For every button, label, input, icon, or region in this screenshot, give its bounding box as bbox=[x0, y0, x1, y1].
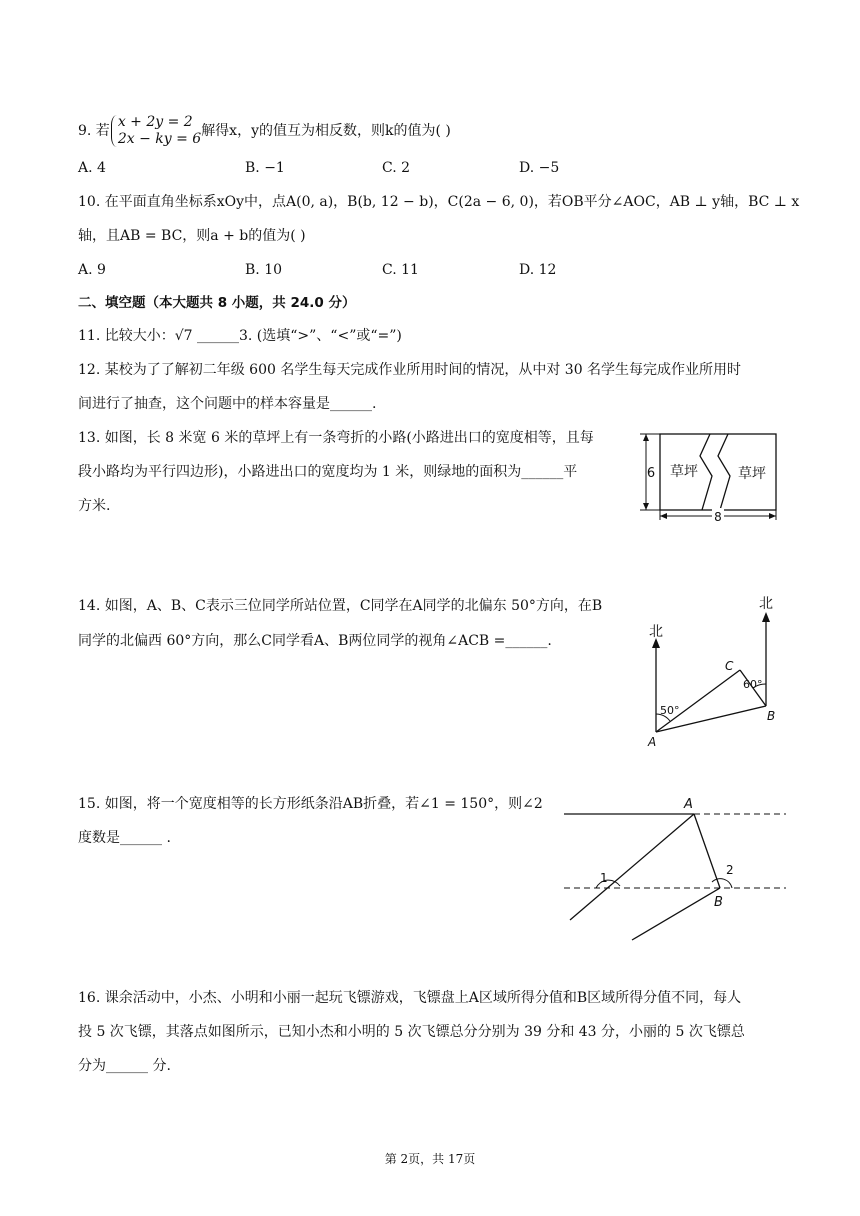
q9-equation-system bbox=[110, 114, 201, 148]
q9-option-c: C. 2 bbox=[382, 160, 411, 176]
q15-line1: 15. 如图，将一个宽度相等的长方形纸条沿AB折叠，若∠1 = 150°，则∠2 bbox=[78, 796, 543, 812]
q9-suffix: 解得x，y的值互为相反数，则k的值为( ) bbox=[201, 123, 451, 139]
q13-lawn-right-label: 草坪 bbox=[738, 466, 766, 482]
q14-point-c-label: C bbox=[725, 659, 734, 673]
q13-line1: 13. 如图，长 8 米宽 6 米的草坪上有一条弯折的小路(小路进出口的宽度相等，且每 bbox=[78, 430, 594, 446]
section-title: 二、填空题（本大题共 8 小题，共 24.0 分） bbox=[78, 295, 356, 311]
q10-option-b: B. 10 bbox=[245, 262, 283, 278]
q16-line3: 分为______ 分. bbox=[78, 1058, 171, 1074]
page-footer: 第 2页，共 17页 bbox=[384, 1152, 476, 1166]
q14-angle-a-label: 50° bbox=[660, 704, 680, 717]
q10-line1: 10. 在平面直角坐标系xOy中，点A(0, a)，B(b, 12 − b)，C(2a − 6, 0)，若OB平分∠AOC，AB ⊥ y轴，BC ⊥ x bbox=[78, 194, 800, 210]
q15-angle1-label: 1 bbox=[600, 871, 608, 885]
q10-option-d: D. 12 bbox=[519, 262, 557, 278]
q13-lawn-left-label: 草坪 bbox=[670, 464, 698, 480]
q14-north-right-label: 北 bbox=[759, 596, 773, 612]
q9-option-a: A. 4 bbox=[78, 160, 106, 176]
q15-fold-figure bbox=[560, 790, 800, 950]
q9-option-d: D. −5 bbox=[519, 160, 560, 176]
q14-north-left-label: 北 bbox=[649, 624, 663, 640]
q14-point-a-label: A bbox=[648, 735, 657, 749]
q13-width-label: 8 bbox=[714, 510, 722, 524]
q9-line bbox=[78, 114, 451, 148]
q15-point-a-label: A bbox=[684, 797, 693, 812]
q11-line: 11. 比较大小：√7 ______3. (选填“>”、“<”或“=”) bbox=[78, 328, 402, 344]
q15-line2: 度数是______ . bbox=[78, 830, 171, 846]
q16-line1: 16. 课余活动中，小杰、小明和小丽一起玩飞镖游戏，飞镖盘上A区域所得分值和B区域所得分值不同，每人 bbox=[78, 990, 742, 1006]
q16-line2: 投 5 次飞镖，其落点如图所示，已知小杰和小明的 5 次飞镖总分分别为 39 分和 43 分，小丽的 5 次飞镖总 bbox=[78, 1024, 745, 1040]
q10-line2: 轴，且AB = BC，则a + b的值为( ) bbox=[78, 228, 306, 244]
q9-prefix: 9. 若 bbox=[78, 123, 110, 139]
q15-angle2-label: 2 bbox=[726, 863, 734, 877]
q10-option-a: A. 9 bbox=[78, 262, 106, 278]
q14-angle-c-label: 60° bbox=[743, 678, 763, 691]
q14-point-b-label: B bbox=[767, 709, 776, 723]
q10-option-c: C. 11 bbox=[382, 262, 419, 278]
q12-line1: 12. 某校为了了解初二年级 600 名学生每天完成作业所用时间的情况，从中对 30 名学生每完成作业所用时 bbox=[78, 362, 742, 378]
q9-eq2: 2x − ky = 6 bbox=[117, 131, 202, 147]
q9-eq1: x + 2y = 2 bbox=[117, 114, 193, 130]
q14-line1: 14. 如图，A、B、C表示三位同学所站位置，C同学在A同学的北偏东 50°方向，在B bbox=[78, 598, 603, 614]
q13-line3: 方米. bbox=[78, 498, 111, 514]
q9-option-b: B. −1 bbox=[245, 160, 285, 176]
q13-lawn-figure bbox=[630, 428, 790, 524]
q13-line2: 段小路均为平行四边形)，小路进出口的宽度均为 1 米，则绿地的面积为______平 bbox=[78, 464, 578, 480]
q14-direction-figure bbox=[630, 594, 790, 754]
q15-point-b-label: B bbox=[714, 895, 723, 910]
q13-height-label: 6 bbox=[646, 466, 656, 481]
q14-line2: 同学的北偏西 60°方向，那么C同学看A、B两位同学的视角∠ACB =______. bbox=[78, 633, 552, 649]
q12-line2: 间进行了抽查，这个问题中的样本容量是______. bbox=[78, 396, 377, 412]
